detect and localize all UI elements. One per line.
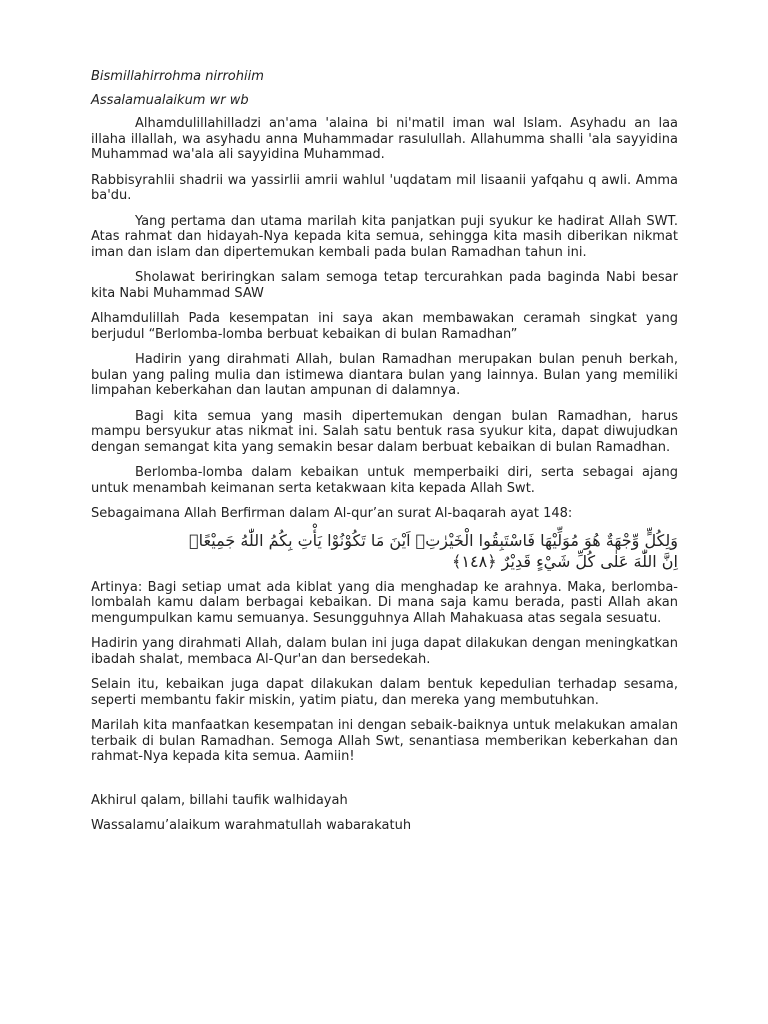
paragraph-9: Sebagaimana Allah Berfirman dalam Al-qur’an surat Al-baqarah ayat 148: xyxy=(91,506,573,521)
closing-line-1: Akhirul qalam, billahi taufik walhidayah xyxy=(91,792,348,808)
paragraph-12: Marilah kita manfaatkan kesempatan ini dengan sebaik-baiknya untuk melakukan amalan terbaik di bulan Ramadhan. Semoga Allah Swt, senantiasa memberikan keberkahan dan rahmat-Nya kepada kita semua. Aamiin! xyxy=(91,718,678,764)
paragraph-10: Hadirin yang dirahmati Allah, dalam bulan ini juga dapat dilakukan dengan meningkatkan ibadah shalat, membaca Al-Qur'an dan bersedekah. xyxy=(91,636,678,667)
paragraph-1: Alhamdulillahilladzi an'ama 'alaina bi ni'matil iman wal Islam. Asyhadu an laa illaha illallah, wa asyhadu anna Muhammadar rasulullah. Allahumma shalli 'ala sayyidina Muhammad wa'ala ali sayyidina Muhammad. xyxy=(91,116,678,162)
paragraph-3: Yang pertama dan utama marilah kita panjatkan puji syukur ke hadirat Allah SWT. Atas rahmat dan hidayah-Nya kepada kita semua, sehingga kita masih diberikan nikmat iman dan islam dan dipertemukan kembali pada bulan Ramadhan tahun ini. xyxy=(91,213,678,260)
paragraph-5: Alhamdulillah Pada kesempatan ini saya akan membawakan ceramah singkat yang berjudul “Berlomba-lomba berbuat kebaikan di bulan Ramadhan” xyxy=(91,311,678,342)
translation-paragraph: Artinya: Bagi setiap umat ada kiblat yang dia menghadap ke arahnya. Maka, berlomba-lombalah kamu dalam berbagai kebaikan. Di mana saja kamu berada, pasti Allah akan mengumpulkan kamu semuanya. Sesungguhnya Allah Mahakuasa atas segala sesuatu. xyxy=(91,579,678,626)
paragraph-6: Hadirin yang dirahmati Allah, bulan Ramadhan merupakan bulan penuh berkah, bulan yang paling mulia dan istimewa diantara bulan yang lainnya. Bulan yang memiliki limpahan keberkahan dan lautan ampunan di dalamnya. xyxy=(91,352,678,398)
verse-line-1: وَلِكُلٍّ وِّجْهَةٌ هُوَ مُوَلِّيْهَا فَاسْتَبِقُوا الْخَيْرٰتِۗ اَيْنَ مَا تَكُوْنُوْا يَأْتِ بِكُمُ اللّٰهُ جَمِيْعًاۗ xyxy=(189,530,678,550)
paragraph-2: Rabbisyrahlii shadrii wa yassirlii amrii wahlul 'uqdatam mil lisaanii yafqahu q awli. Amma ba'du. xyxy=(91,172,678,203)
paragraph-4: Sholawat beriringkan salam semoga tetap tercurahkan pada baginda Nabi besar kita Nabi Muhammad SAW xyxy=(91,270,678,301)
closing-line-2: Wassalamu’alaikum warahmatullah wabarakatuh xyxy=(91,818,412,833)
salam-line: Assalamualaikum wr wb xyxy=(91,92,249,108)
verse-line-2: اِنَّ اللّٰهَ عَلٰى كُلِّ شَيْءٍ قَدِيْرٌ ﴿١٤٨﴾ xyxy=(452,551,678,571)
paragraph-7: Bagi kita semua yang masih dipertemukan dengan bulan Ramadhan, harus mampu bersyukur atas nikmat ini. Salah satu bentuk rasa syukur kita, dapat diwujudkan dengan semangat kita yang semakin besar dalam berbuat kebaikan di bulan Ramadhan. xyxy=(91,408,678,455)
paragraph-11: Selain itu, kebaikan juga dapat dilakukan dalam bentuk kepedulian terhadap sesama, seperti membantu fakir miskin, yatim piatu, dan mereka yang membutuhkan. xyxy=(91,677,678,708)
bismillah-line: Bismillahirrohma nirrohiim xyxy=(91,69,264,84)
paragraph-8: Berlomba-lomba dalam kebaikan untuk memperbaiki diri, serta sebagai ajang untuk menambah keimanan serta ketakwaan kita kepada Allah Swt. xyxy=(91,465,678,496)
